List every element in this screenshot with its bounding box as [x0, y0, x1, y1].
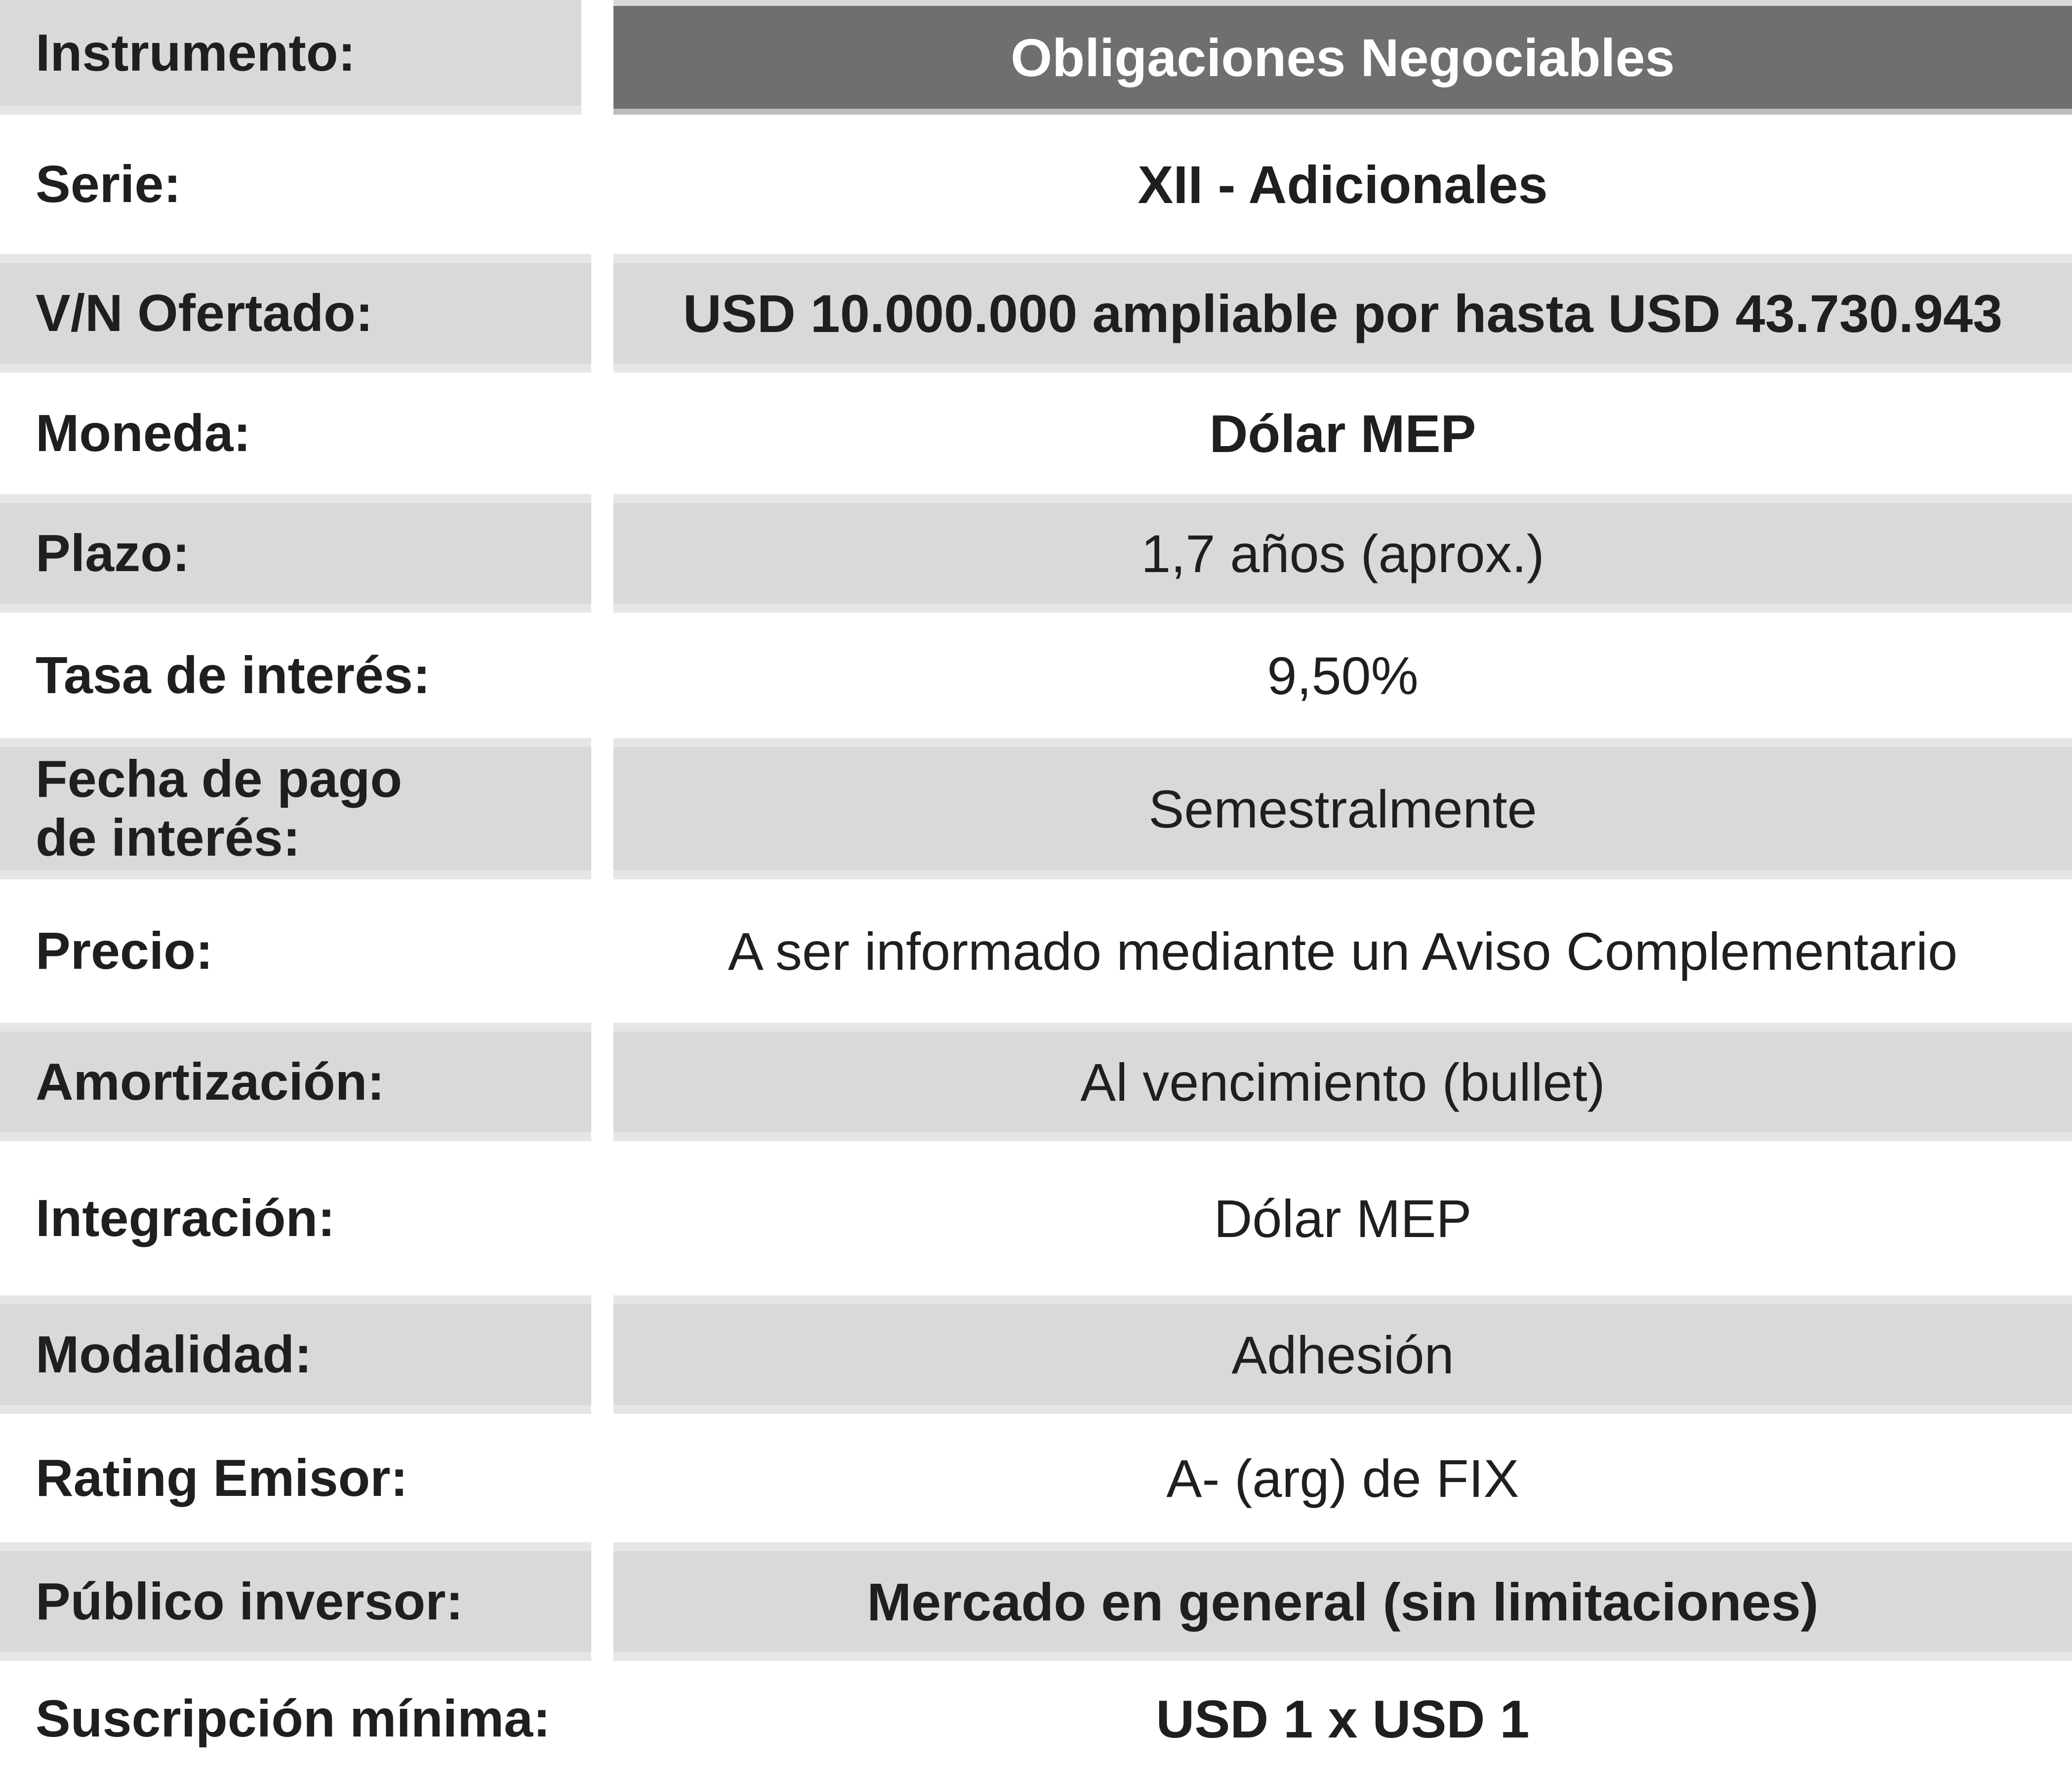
row-label-publico-inversor: Público inversor:: [0, 1542, 591, 1661]
row-value-serie: XII - Adicionales: [1138, 154, 1548, 214]
row-value-rating-emisor: A- (arg) de FIX: [1166, 1448, 1519, 1508]
table-row: [0, 372, 2072, 494]
table-row: [0, 1295, 2072, 1414]
row-label-tasa-de-interes: Tasa de interés:: [36, 646, 431, 704]
row-value-modalidad: Adhesión: [613, 1295, 2072, 1414]
row-value-precio: A ser informado mediante un Aviso Complementario: [728, 921, 1958, 981]
row-label-serie: Serie:: [36, 155, 181, 213]
row-label-integracion: Integración:: [36, 1189, 335, 1247]
table-row: [0, 879, 2072, 1023]
row-label-plazo: Plazo:: [0, 494, 591, 613]
row-value-fecha-de-pago: Semestralmente: [613, 738, 2072, 879]
row-label-modalidad: Modalidad:: [0, 1295, 591, 1414]
table-row: [0, 1141, 2072, 1295]
row-value-tasa-de-interes: 9,50%: [1267, 645, 1419, 705]
table-row: [0, 738, 2072, 879]
table-row: [0, 494, 2072, 613]
row-value-vn-ofertado: USD 10.000.000 ampliable por hasta USD 43.730.943: [613, 254, 2072, 372]
row-label-rating-emisor: Rating Emisor:: [36, 1448, 408, 1507]
row-label-vn-ofertado: V/N Ofertado:: [0, 254, 591, 372]
row-label-line-2: de interés:: [36, 809, 301, 867]
row-label-fecha-de-pago: [0, 738, 591, 879]
table-row: [0, 1661, 2072, 1777]
row-value-publico-inversor: Mercado en general (sin limitaciones): [613, 1542, 2072, 1661]
row-label-line-1: Fecha de pago: [36, 750, 403, 809]
row-label-moneda: Moneda:: [36, 404, 251, 462]
table-row: [0, 1414, 2072, 1542]
table-row: [0, 115, 2072, 254]
row-label-suscripcion-minima: Suscripción mínima:: [36, 1690, 551, 1748]
row-value-integracion: Dólar MEP: [1214, 1188, 1472, 1248]
table-row: [0, 1023, 2072, 1141]
row-value-suscripcion-minima: USD 1 x USD 1: [1156, 1689, 1530, 1749]
row-value-amortizacion: Al vencimiento (bullet): [613, 1023, 2072, 1141]
row-label-amortizacion: Amortización:: [0, 1023, 591, 1141]
row-label-instrumento: Instrumento:: [0, 0, 581, 115]
row-value-plazo: 1,7 años (aprox.): [613, 494, 2072, 613]
row-label-precio: Precio:: [36, 921, 213, 980]
table-row: [0, 0, 2072, 115]
table-row: [0, 1542, 2072, 1661]
row-value-moneda: Dólar MEP: [1209, 403, 1476, 463]
table-row: [0, 613, 2072, 738]
table-row: [0, 254, 2072, 372]
row-value-instrumento: Obligaciones Negociables: [613, 0, 2072, 115]
